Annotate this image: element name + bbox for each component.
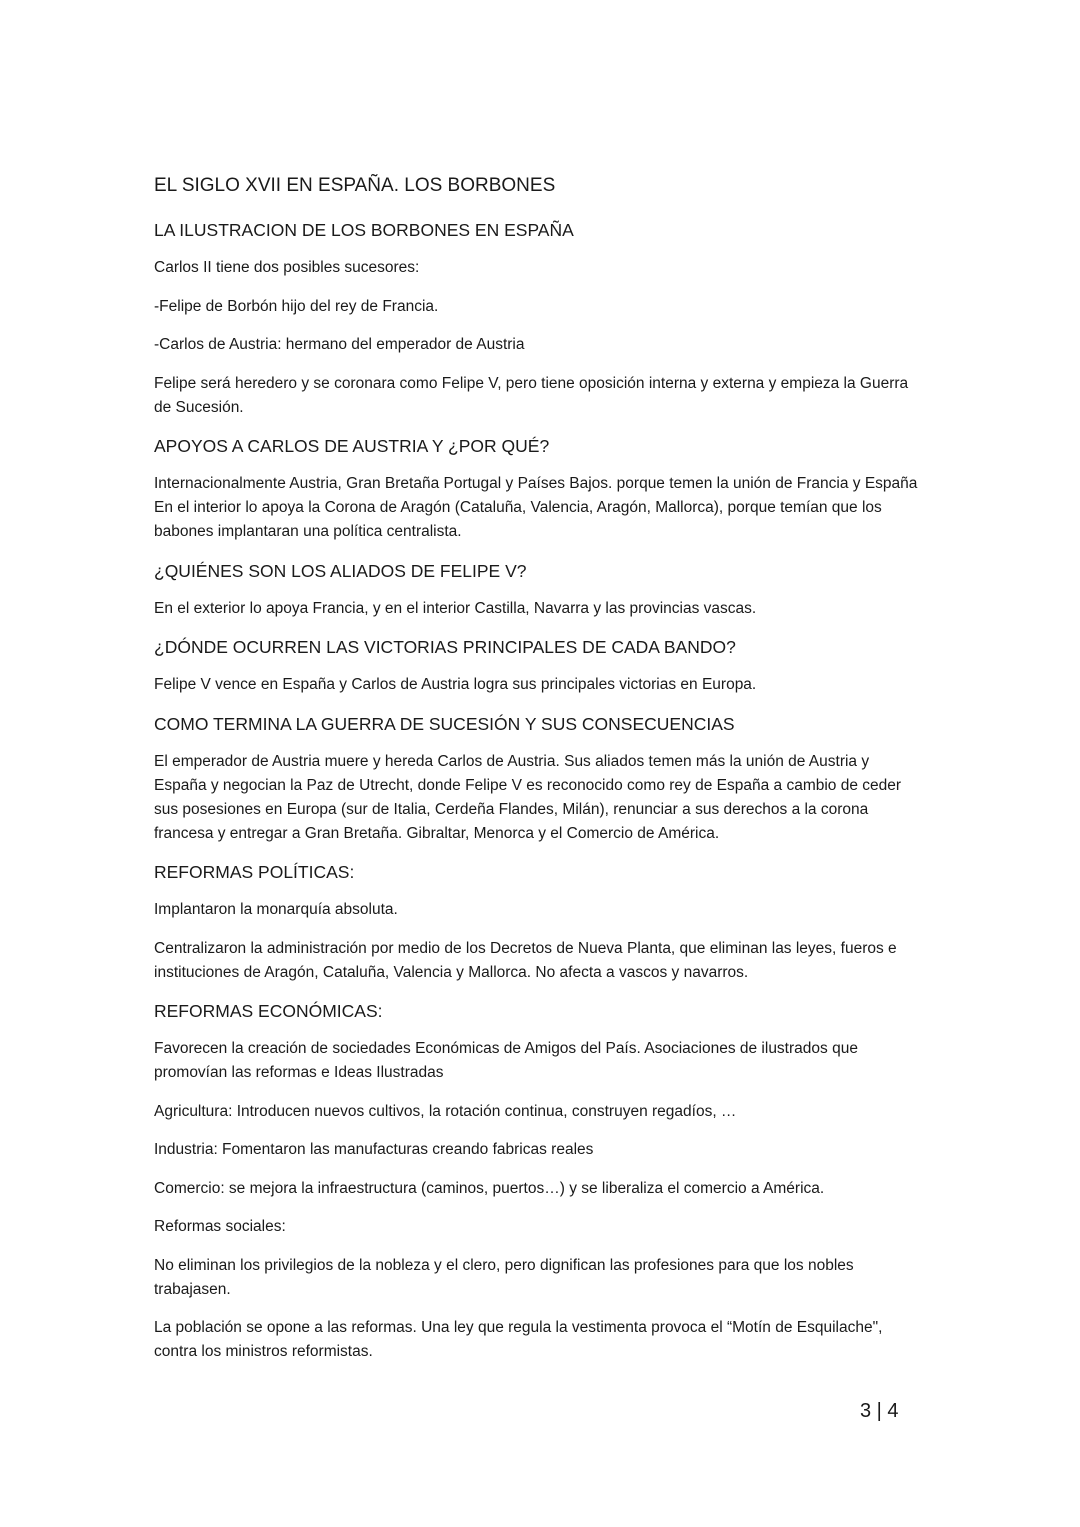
paragraph: Favorecen la creación de sociedades Económicas de Amigos del País. Asociaciones de ilustrados que promovían las reformas e Ideas Ilustradas <box>154 1040 858 1081</box>
paragraph: Industria: Fomentaron las manufacturas creando fabricas reales <box>154 1141 594 1158</box>
page-number: 3 | 4 <box>860 1400 899 1422</box>
document-body <box>154 218 920 1364</box>
paragraph: No eliminan los privilegios de la nobleza y el clero, pero dignifican las profesiones para que los nobles trabajasen. <box>154 1256 854 1298</box>
section-heading: APOYOS A CARLOS DE AUSTRIA Y ¿POR QUÉ? <box>154 436 550 456</box>
paragraph: Comercio: se mejora la infraestructura (caminos, puertos…) y se liberaliza el comercio a América. <box>154 1179 825 1197</box>
paragraph: La población se opone a las reformas. Una ley que regula la vestimenta provoca el “Motín de Esquilache", contra los ministros reformistas. <box>154 1319 883 1360</box>
paragraph: En el exterior lo apoya Francia, y en el interior Castilla, Navarra y las provincias vascas. <box>154 599 757 617</box>
document-title: EL SIGLO XVII EN ESPAÑA. LOS BORBONES <box>154 175 556 196</box>
paragraph: -Felipe de Borbón hijo del rey de Francia. <box>154 297 439 315</box>
paragraph: Carlos II tiene dos posibles sucesores: <box>154 259 420 276</box>
paragraph: Agricultura: Introducen nuevos cultivos, la rotación continua, construyen regadíos, … <box>154 1102 737 1120</box>
paragraph: Implantaron la monarquía absoluta. <box>154 901 398 918</box>
paragraph: -Carlos de Austria: hermano del emperador de Austria <box>154 336 525 353</box>
page-content <box>154 174 920 1379</box>
paragraph: Felipe será heredero y se coronara como Felipe V, pero tiene oposición interna y externa y empieza la Guerra de Sucesión. <box>154 374 909 416</box>
paragraph: Felipe V vence en España y Carlos de Austria logra sus principales victorias en Europa. <box>154 676 757 693</box>
section-heading: COMO TERMINA LA GUERRA DE SUCESIÓN Y SUS CONSECUENCIAS <box>154 713 735 734</box>
paragraph: Centralizaron la administración por medio de los Decretos de Nueva Planta, que eliminan las leyes, fueros e instituciones de Aragón, Cataluña, Valencia y Mallorca. No afecta a vascos y navarros. <box>154 939 897 981</box>
section-heading: ¿DÓNDE OCURREN LAS VICTORIAS PRINCIPALES DE CADA BANDO? <box>154 637 736 657</box>
paragraph: Reformas sociales: <box>154 1218 286 1235</box>
section-heading: ¿QUIÉNES SON LOS ALIADOS DE FELIPE V? <box>154 560 527 581</box>
paragraph: El emperador de Austria muere y hereda Carlos de Austria. Sus aliados temen más la unión de Austria y España y negocian la Paz de Utrecht, donde Felipe V es reconocido como rey de España a cambio de ceder sus posesiones en Europa (sur de Italia, Cerdeña Flandes, Milán), renunciar a sus derechos a la corona francesa y entregar a Gran Bretaña. Gibraltar, Menorca y el Comercio de América. <box>154 752 902 842</box>
section-heading: REFORMAS POLÍTICAS: <box>154 862 355 882</box>
section-heading: REFORMAS ECONÓMICAS: <box>154 1001 383 1021</box>
paragraph: Internacionalmente Austria, Gran Bretaña Portugal y Países Bajos. porque temen la unión de Francia y España En el interior lo apoya la Corona de Aragón (Cataluña, Valencia, Aragón, Mallorca), porque temían que los babones implantaran una política centralista. <box>154 475 918 540</box>
section-heading: LA ILUSTRACION DE LOS BORBONES EN ESPAÑA <box>154 220 574 240</box>
